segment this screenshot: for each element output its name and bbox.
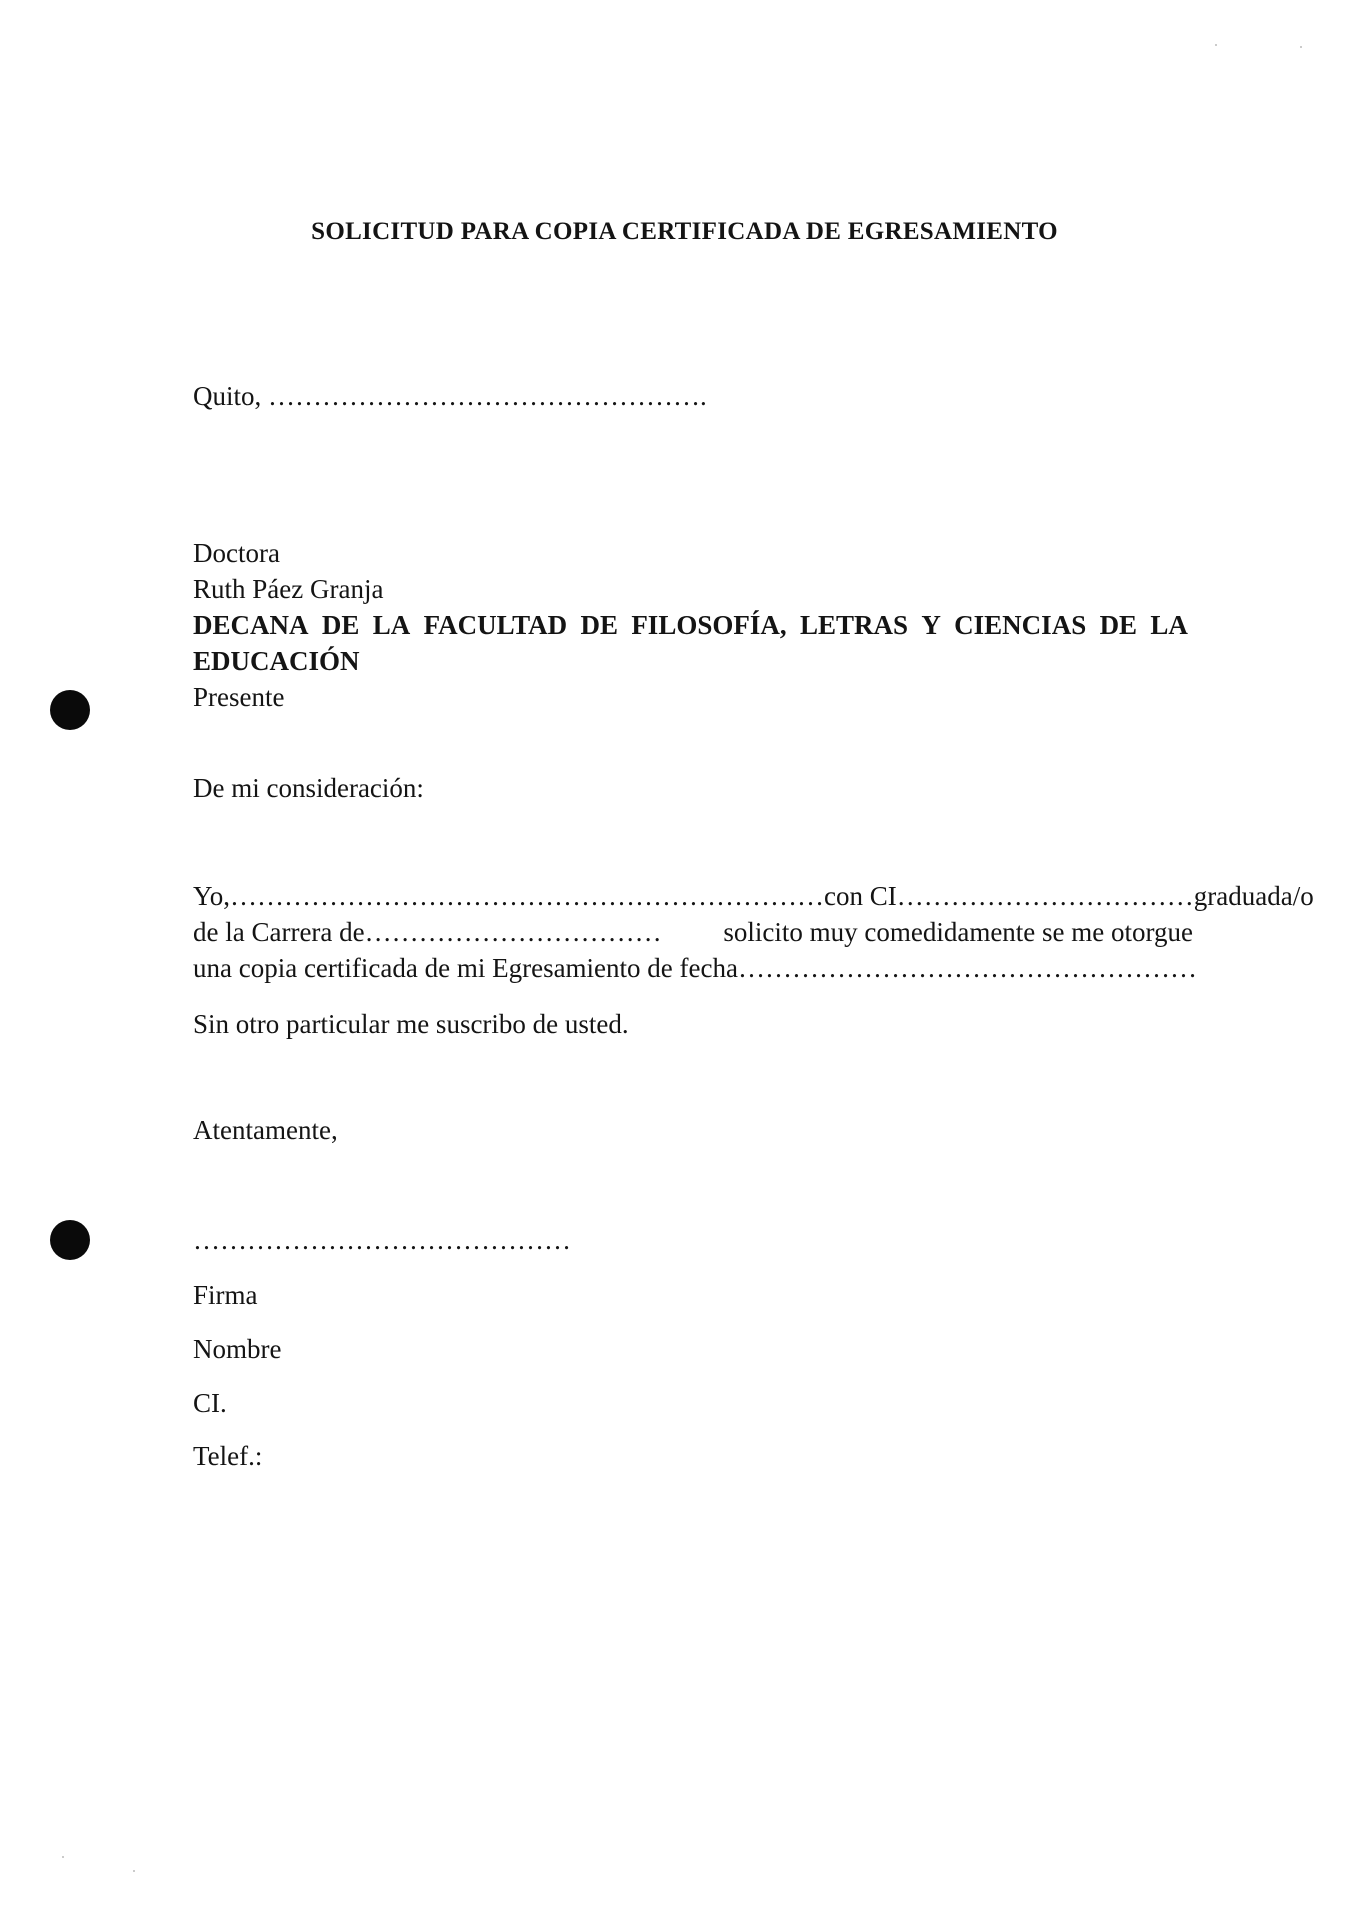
body-line-2 [193,914,1193,950]
position-word: LA [1150,610,1188,640]
scan-speck [1300,46,1302,48]
recipient-position-line1 [193,607,1188,643]
position-word: DE [1099,610,1138,640]
signature-nombre-label: Nombre [193,1334,282,1364]
signature-firma-label: Firma [193,1280,258,1310]
recipient-presente: Presente [193,682,285,712]
body-ci-field: con CI…………………………… [824,881,1194,911]
punch-hole-bottom [50,1220,90,1260]
recipient-name: Ruth Páez Granja [193,574,384,604]
scan-speck [133,1870,135,1872]
date-line: Quito, …………………………………………. [193,381,707,411]
body-graduada: graduada/o [1193,881,1314,911]
recipient-position-line2: EDUCACIÓN [193,646,360,676]
recipient-title: Doctora [193,538,280,568]
body-line-3: una copia certificada de mi Egresamiento de fecha…………………………………………… [193,953,1197,983]
closing: Atentamente, [193,1115,338,1145]
body-yo-field: Yo,………………………………………………………… [193,881,825,911]
position-word: DE [321,610,360,640]
signature-telef-label: Telef.: [193,1441,263,1471]
body-line-1 [193,878,1314,914]
document-title: SOLICITUD PARA COPIA CERTIFICADA DE EGRESAMIENTO [311,218,1058,245]
position-word: FILOSOFÍA, [631,610,787,640]
position-word: DE [580,610,618,640]
scan-speck [62,1856,64,1858]
scan-speck [1215,44,1217,46]
position-word: CIENCIAS [954,610,1087,640]
greeting: De mi consideración: [193,773,424,803]
position-word: LETRAS [799,610,908,640]
signature-ci-label: CI. [193,1388,227,1418]
closing-sentence: Sin otro particular me suscribo de usted. [193,1009,629,1039]
body-carrera-field: de la Carrera de…………………………… [193,917,662,947]
position-word: LA [372,610,411,640]
signature-line: …………………………………… [193,1225,571,1255]
position-word: FACULTAD [423,610,568,640]
punch-hole-top [50,690,90,730]
body-solicito: solicito muy comedidamente se me otorgue [723,917,1193,947]
position-word: DECANA [193,610,309,640]
position-word: Y [921,610,941,640]
